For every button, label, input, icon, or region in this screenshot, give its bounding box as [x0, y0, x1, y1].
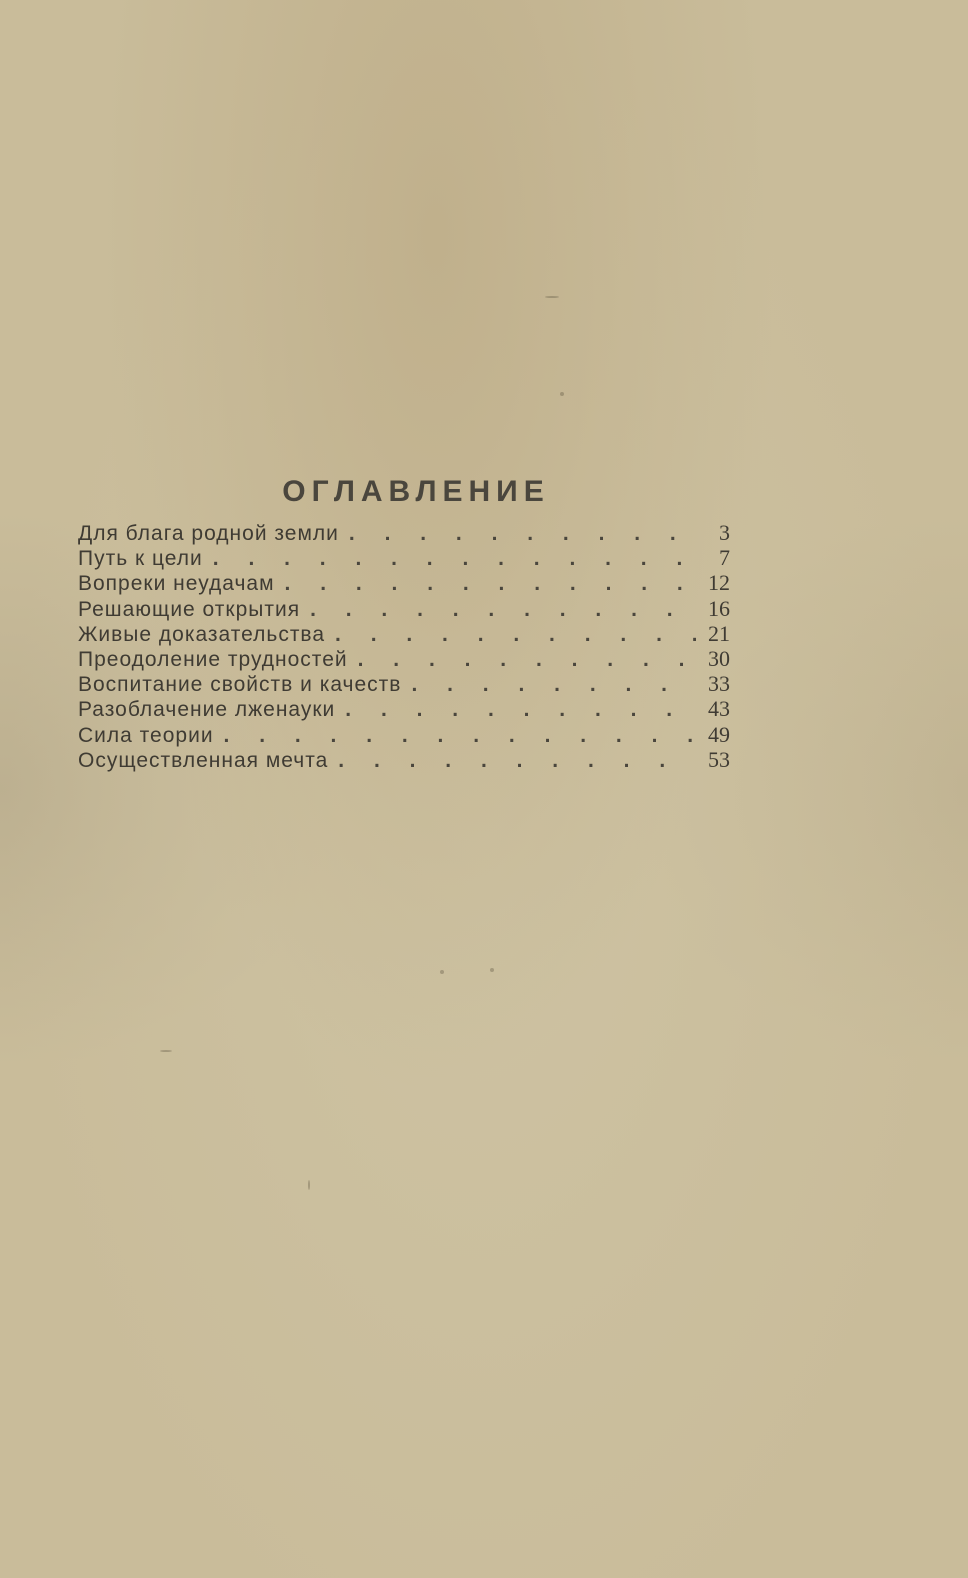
toc-entry-title: Воспитание свойств и качеств — [78, 673, 402, 697]
paper-speck — [490, 968, 494, 972]
toc-entry — [78, 722, 730, 747]
paper-speck — [308, 1180, 310, 1190]
toc-dot-leader — [213, 546, 696, 571]
toc-dot-leader — [224, 723, 696, 748]
toc-entry — [78, 671, 730, 696]
toc-dot-leader — [358, 647, 696, 672]
toc-page-number: 30 — [708, 645, 730, 671]
toc-list — [78, 520, 730, 772]
toc-page-number: 49 — [708, 721, 730, 747]
toc-page-number: 3 — [719, 520, 730, 545]
toc-dot-leader — [411, 672, 696, 697]
toc-entry-title: Вопреки неудачам — [78, 572, 275, 596]
paper-speck — [440, 970, 444, 974]
toc-page-number: 16 — [708, 595, 730, 621]
toc-page-number: 21 — [708, 620, 730, 646]
toc-dot-leader — [345, 697, 696, 722]
toc-dot-leader — [335, 622, 696, 647]
toc-entry — [78, 696, 730, 721]
toc-entry-title: Осуществленная мечта — [78, 748, 329, 772]
toc-entry — [78, 646, 730, 671]
toc-entry — [78, 747, 730, 772]
toc-page-number: 53 — [708, 746, 730, 772]
toc-entry-title: Разоблачение лженауки — [78, 698, 336, 722]
toc-entry-title: Путь к цели — [78, 547, 203, 571]
paper-speck — [545, 296, 559, 298]
toc-dot-leader — [310, 597, 696, 622]
toc-dot-leader — [349, 521, 696, 546]
toc-entry — [78, 596, 730, 621]
toc-page-number: 43 — [708, 696, 730, 722]
toc-entry — [78, 621, 730, 646]
toc-entry-title: Сила теории — [78, 723, 214, 747]
toc-entry — [78, 520, 730, 545]
toc-page-number: 7 — [719, 545, 730, 571]
toc-dot-leader — [285, 571, 696, 596]
paper-speck — [560, 392, 564, 396]
toc-page-number: 12 — [708, 570, 730, 596]
toc-entry-title: Решающие открытия — [78, 597, 301, 621]
toc-entry — [78, 570, 730, 595]
paper-speck — [160, 1050, 172, 1052]
toc-dot-leader — [338, 748, 696, 773]
toc-entry-title: Преодоление трудностей — [78, 647, 348, 671]
toc-page-number: 33 — [708, 671, 730, 697]
toc-entry-title: Живые доказательства — [78, 622, 326, 646]
toc-entry-title: Для блага родной земли — [78, 522, 339, 545]
toc-entry — [78, 545, 730, 570]
toc-title: ОГЛАВЛЕНИЕ — [282, 475, 550, 509]
